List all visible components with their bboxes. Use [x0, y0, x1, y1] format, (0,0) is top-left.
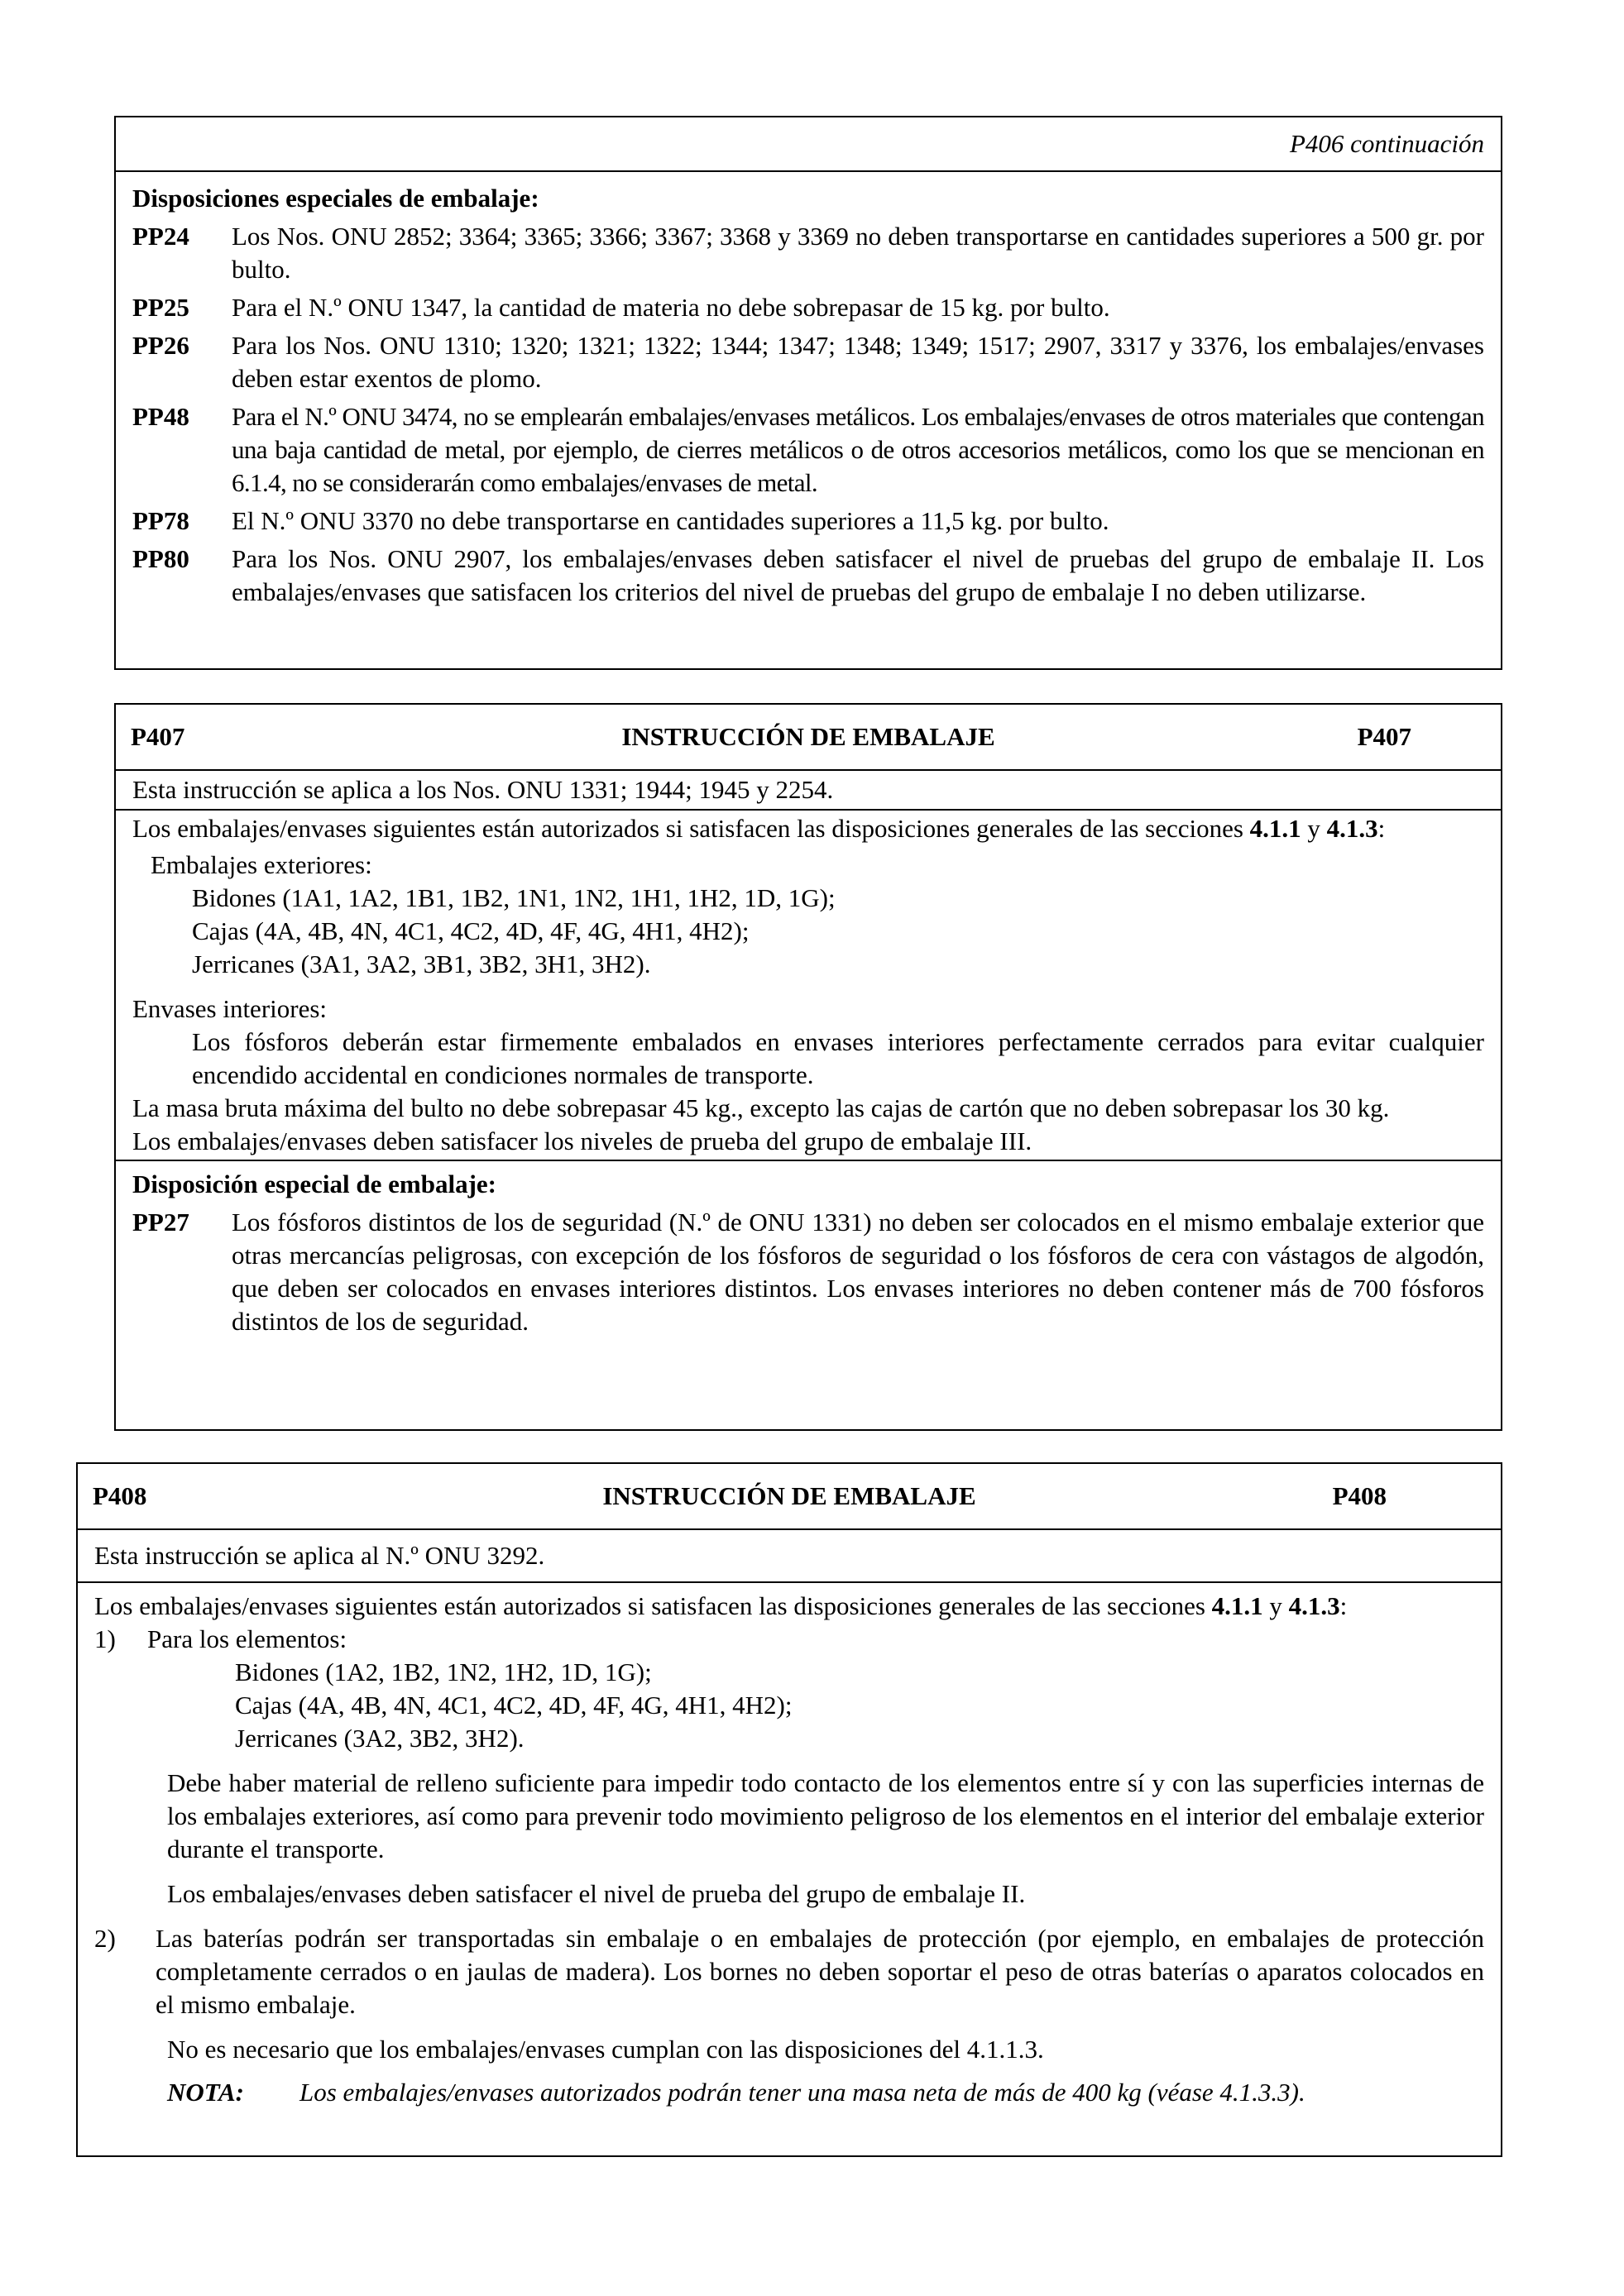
- item-text: Las baterías podrán ser transportadas sin embalaje o en embalajes de protección (por ejemplo, en embalajes de protección completamente cerrados o en jaulas de madera). Los bornes no deben soportar el peso de otras baterías o aparatos colocados en el mismo embalaje.: [156, 1924, 1484, 2019]
- p408-test-text: Los embalajes/envases deben satisfacer el nivel de prueba del grupo de embalaje II.: [167, 1879, 1026, 1908]
- p408-y: y: [1269, 1591, 1282, 1620]
- p407-applies-row: [116, 771, 1501, 811]
- p407-inner-text: Los fósforos deberán estar firmemente embalados en envases interiores perfectamente cerrados para evitar cualquier encendido accidental en condiciones normales de transporte.: [192, 1027, 1484, 1089]
- provision-code: PP78: [132, 506, 189, 535]
- p408-sec2: 4.1.3: [1288, 1591, 1340, 1620]
- p407-special-section: [116, 1161, 1501, 1338]
- p406-provision-pp25: [132, 291, 1484, 324]
- provision-code: PP24: [132, 222, 189, 251]
- p407-y: y: [1307, 814, 1320, 843]
- p408-nota: [94, 2076, 1484, 2109]
- p407-authorized-intro: [132, 812, 1484, 845]
- nota-label: NOTA:: [167, 2078, 244, 2107]
- p408-list-item-1: Bidones (1A2, 1B2, 1N2, 1H2, 1D, 1G);: [235, 1657, 652, 1686]
- provision-text: Los Nos. ONU 2852; 3364; 3365; 3366; 3367; 3368 y 3369 no deben transportarse en cantidades superiores a 500 gr. por bulto.: [232, 222, 1484, 284]
- provision-code: PP48: [132, 402, 189, 431]
- provision-text: Para el N.º ONU 3474, no se emplearán embalajes/envases metálicos. Los embalajes/envases de otros materiales que contengan una baja cantidad de metal, por ejemplo, de cierres metálicos o de otros accesorios metálicos, como los que se mencionan en 6.1.4, no se considerarán como embalajes/envases de metal.: [232, 402, 1484, 497]
- p407-test-text: Los embalajes/envases deben satisfacer los niveles de prueba del grupo de embalaje III.: [132, 1126, 1032, 1155]
- p407-special-title: Disposición especial de embalaje:: [132, 1170, 496, 1198]
- p408-applies-row: [78, 1530, 1501, 1583]
- p406-special-title: Disposiciones especiales de embalaje:: [132, 184, 539, 213]
- p407-code-left: P407: [131, 722, 185, 751]
- provision-text: El N.º ONU 3370 no debe transportarse en cantidades superiores a 11,5 kg. por bulto.: [232, 506, 1109, 535]
- p408-authorized-section: [78, 1583, 1501, 2109]
- p406-provision-list: [132, 220, 1484, 609]
- p407-outer-item-3: Jerricanes (3A1, 3A2, 3B1, 3B2, 3H1, 3H2).: [192, 949, 651, 978]
- p408-list-item-2: Cajas (4A, 4B, 4N, 4C1, 4C2, 4D, 4F, 4G, 4H1, 4H2);: [235, 1691, 793, 1720]
- p408-intro-text: Los embalajes/envases siguientes están autorizados si satisfacen las disposiciones generales de las secciones: [94, 1591, 1205, 1620]
- p407-authorized-section: [116, 811, 1501, 1161]
- p407-title: INSTRUCCIÓN DE EMBALAJE: [621, 722, 995, 751]
- p406-provision-pp26: [132, 329, 1484, 395]
- p408-item-1: [94, 1623, 1484, 1656]
- p408-sec1: 4.1.1: [1211, 1591, 1263, 1620]
- p407-provision-pp27: [132, 1206, 1484, 1338]
- p408-fill-text: Debe haber material de relleno suficiente para impedir todo contacto de los elementos entre sí y con las superficies internas de los embalajes exteriores, así como para prevenir todo movimiento peligroso de los elementos en el interior del embalaje exterior durante el transporte.: [167, 1768, 1484, 1863]
- p406-continuation-header: [116, 117, 1501, 172]
- p406-provision-pp24: [132, 220, 1484, 286]
- p407-intro-text: Los embalajes/envases siguientes están autorizados si satisfacen las disposiciones generales de las secciones: [132, 814, 1243, 843]
- p407-outer-item-1: Bidones (1A1, 1A2, 1B1, 1B2, 1N1, 1N2, 1H1, 1H2, 1D, 1G);: [192, 883, 836, 912]
- p407-outer-label: Embalajes exteriores:: [151, 850, 372, 879]
- p406-special-provisions: [116, 172, 1501, 609]
- p406-provision-pp80: [132, 543, 1484, 609]
- provision-text: Para el N.º ONU 1347, la cantidad de materia no debe sobrepasar de 15 kg. por bulto.: [232, 293, 1110, 322]
- p407-sec1: 4.1.1: [1249, 814, 1301, 843]
- p407-header: [116, 705, 1501, 771]
- p408-item2-note: No es necesario que los embalajes/envases cumplan con las disposiciones del 4.1.1.3.: [167, 2035, 1044, 2064]
- provision-text: Para los Nos. ONU 1310; 1320; 1321; 1322; 1344; 1347; 1348; 1349; 1517; 2907, 3317 y 3376, los embalajes/envases deben estar exentos de plomo.: [232, 331, 1484, 393]
- p408-header: [78, 1464, 1501, 1530]
- p406-continuation-box: [114, 116, 1502, 670]
- p407-inner-label: Envases interiores:: [132, 994, 328, 1023]
- p407-outer-item-2: Cajas (4A, 4B, 4N, 4C1, 4C2, 4D, 4F, 4G, 4H1, 4H2);: [192, 916, 750, 945]
- p407-code-right: P407: [1357, 722, 1411, 751]
- p407-applies: Esta instrucción se aplica a los Nos. ONU 1331; 1944; 1945 y 2254.: [132, 775, 834, 804]
- provision-code: PP26: [132, 331, 189, 360]
- p408-colon: :: [1339, 1591, 1348, 1620]
- p407-sec2: 4.1.3: [1326, 814, 1378, 843]
- nota-text: Los embalajes/envases autorizados podrán tener una masa neta de más de 400 kg (véase 4.1.3.3).: [299, 2078, 1305, 2107]
- provision-text: Para los Nos. ONU 2907, los embalajes/envases deben satisfacer el nivel de pruebas del grupo de embalaje II. Los embalajes/envases que satisfacen los criterios del nivel de pruebas del grupo de embalaje I no deben utilizarse.: [232, 544, 1484, 606]
- provision-code: PP27: [132, 1208, 189, 1236]
- p408-list-item-3: Jerricanes (3A2, 3B2, 3H2).: [235, 1724, 525, 1753]
- item-number: 2): [94, 1924, 116, 1953]
- item-number: 1): [94, 1624, 116, 1653]
- p406-provision-pp48: [132, 400, 1484, 500]
- p408-box: [76, 1462, 1502, 2157]
- provision-code: PP25: [132, 293, 189, 322]
- p408-authorized-intro: [94, 1590, 1484, 1623]
- p408-item-2: [94, 1922, 1484, 2021]
- p408-applies: Esta instrucción se aplica al N.º ONU 3292.: [94, 1541, 545, 1570]
- p407-colon: :: [1377, 814, 1386, 843]
- item-label: Para los elementos:: [147, 1624, 347, 1653]
- p407-box: [114, 703, 1502, 1431]
- provision-code: PP80: [132, 544, 189, 573]
- p408-title: INSTRUCCIÓN DE EMBALAJE: [602, 1481, 976, 1510]
- provision-text: Los fósforos distintos de los de seguridad (N.º de ONU 1331) no deben ser colocados en el mismo embalaje exterior que otras mercancías peligrosas, con excepción de los fósforos de seguridad o los fósforos de cera con vástagos de algodón, que deben ser colocados en envases interiores distintos. Los envases interiores no deben contener más de 700 fósforos distintos de los de seguridad.: [232, 1208, 1484, 1336]
- p406-provision-pp78: [132, 505, 1484, 538]
- p408-code-left: P408: [93, 1481, 147, 1510]
- p407-mass-text: La masa bruta máxima del bulto no debe sobrepasar 45 kg., excepto las cajas de cartón que no deben sobrepasar los 30 kg.: [132, 1093, 1390, 1122]
- p406-continuation-label: P406 continuación: [1289, 129, 1484, 158]
- p408-code-right: P408: [1332, 1481, 1387, 1510]
